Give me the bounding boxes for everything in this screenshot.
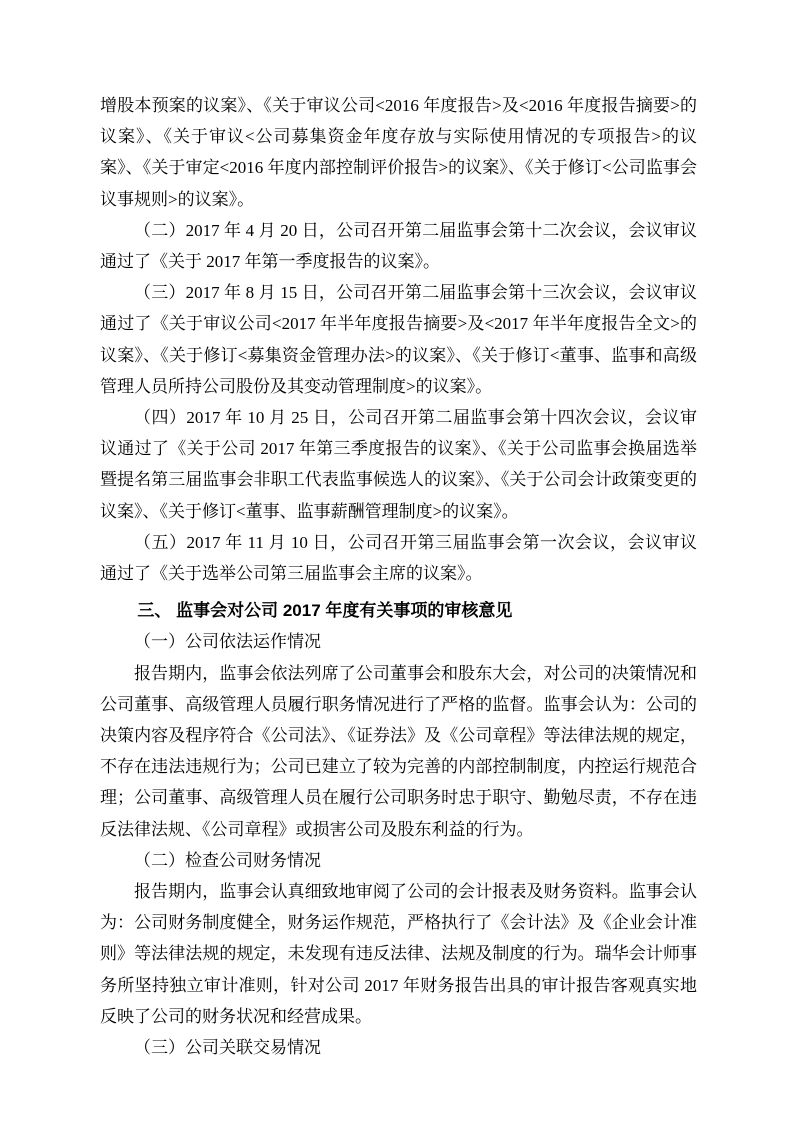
paragraph-meeting-fourteenth: （四）2017 年 10 月 25 日，公司召开第二届监事会第十四次会议，会议审议通过了《关于公司 2017 年第三季度报告的议案》、《关于公司监事会换届选举暨提名第三届监事会非职工代表监事候选人的议案》、《关于公司会计政策变更的议案》、《关于修订<董事、监事薪酬管理制度>的议案》。 <box>100 408 697 521</box>
subsection-related-transactions-title: （三）公司关联交易情况 <box>134 1038 321 1058</box>
paragraph-meeting-first-third-board: （五）2017 年 11 月 10 日，公司召开第三届监事会第一次会议，会议审议通过了《关于选举公司第三届监事会主席的议案》。 <box>100 532 697 584</box>
paragraph-meeting-thirteenth: （三）2017 年 8 月 15 日，公司召开第二届监事会第十三次会议，会议审议通过了《关于审议公司<2017 年半年度报告摘要>及<2017 年半年度报告全文>的议案》、《关于修订<募集资金管理办法>的议案》、《关于修订<董事、监事和高级管理人员所持公司股份及其变动管理制度>的议案》。 <box>100 283 697 396</box>
paragraph-resolutions-continuation: 增股本预案的议案》、《关于审议公司<2016 年度报告>及<2016 年度报告摘要>的议案》、《关于审议<公司募集资金年度存放与实际使用情况的专项报告>的议案》、《关于审定<2016 年度内部控制评价报告>的议案》、《关于修订<公司监事会议事规则>的议案》。 <box>100 96 697 209</box>
paragraph-lawful-operation-body: 报告期内，监事会依法列席了公司董事会和股东大会，对公司的决策情况和公司董事、高级管理人员履行职务情况进行了严格的监督。监事会认为：公司的决策内容及程序符合《公司法》、《证券法》及《公司章程》等法律法规的规定，不存在违法违规行为；公司已建立了较为完善的内部控制制度，内控运行规范合理；公司董事、高级管理人员在履行公司职务时忠于职守、勤勉尽责，不存在违反法律法规、《公司章程》或损害公司及股东利益的行为。 <box>100 663 697 839</box>
subsection-financial-inspection-title: （二）检查公司财务情况 <box>134 850 321 870</box>
document-body <box>100 90 697 1063</box>
subsection-lawful-operation-title: （一）公司依法运作情况 <box>134 632 321 652</box>
section-heading-review-opinions: 三、 监事会对公司 2017 年度有关事项的审核意见 <box>137 601 513 621</box>
paragraph-meeting-twelfth: （二）2017 年 4 月 20 日，公司召开第二届监事会第十二次会议，会议审议通过了《关于 2017 年第一季度报告的议案》。 <box>100 220 697 272</box>
paragraph-financial-inspection-body: 报告期内，监事会认真细致地审阅了公司的会计报表及财务资料。监事会认为：公司财务制度健全，财务运作规范，严格执行了《会计法》及《企业会计准则》等法律法规的规定，未发现有违反法律、法规及制度的行为。瑞华会计师事务所坚持独立审计准则，针对公司 2017 年财务报告出具的审计报告客观真实地反映了公司的财务状况和经营成果。 <box>100 882 697 1026</box>
